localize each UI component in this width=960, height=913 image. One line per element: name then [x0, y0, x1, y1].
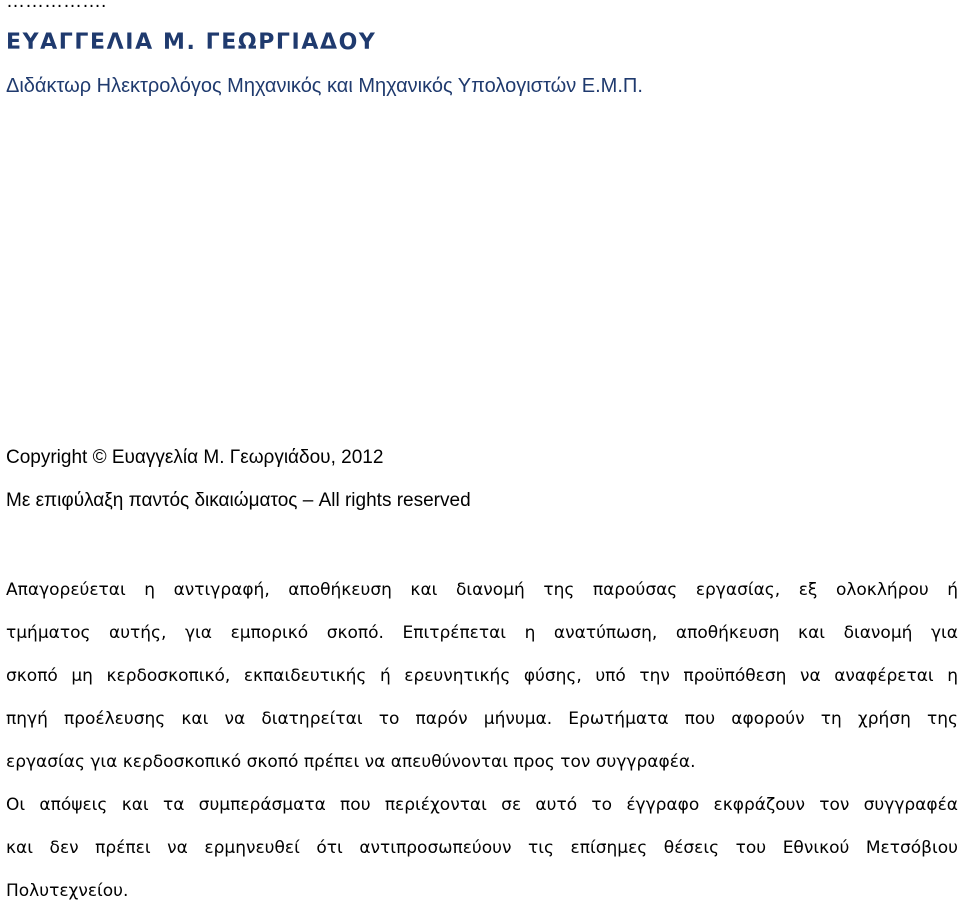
author-name: ΕΥΑΓΓΕΛΙΑ Μ. ΓΕΩΡΓΙΑΔΟΥ	[6, 30, 377, 55]
paragraph-line: Απαγορεύεται η αντιγραφή, αποθήκευση και διανομή της παρούσας εργασίας, εξ ολοκλήρου ή	[6, 580, 958, 600]
paragraph-line: Πολυτεχνείου.	[6, 881, 129, 901]
placeholder-dots: …………….	[6, 0, 107, 12]
paragraph-line: Οι απόψεις και τα συμπεράσματα που περιέχονται σε αυτό το έγγραφο εκφράζουν τον συγγραφέα	[6, 795, 958, 815]
author-degree: Διδάκτωρ Ηλεκτρολόγος Μηχανικός και Μηχανικός Υπολογιστών Ε.Μ.Π.	[6, 75, 643, 97]
paragraph-line: και δεν πρέπει να ερμηνευθεί ότι αντιπροσωπεύουν τις επίσημες θέσεις του Εθνικού Μετσόβιου	[6, 838, 958, 858]
copyright-line: Copyright © Ευαγγελία Μ. Γεωργιάδου, 2012	[6, 447, 384, 468]
paragraph-line: σκοπό μη κερδοσκοπικό, εκπαιδευτικής ή ερευνητικής φύσης, υπό την προϋπόθεση να αναφέρεται η	[6, 666, 958, 686]
usage-terms-paragraph	[6, 569, 958, 784]
copyright-notice	[6, 569, 958, 913]
paragraph-line: πηγή προέλευσης και να διατηρείται το παρόν μήνυμα. Ερωτήματα που αφορούν τη χρήση της	[6, 709, 958, 729]
paragraph-line: εργασίας για κερδοσκοπικό σκοπό πρέπει να απευθύνονται προς τον συγγραφέα.	[6, 752, 696, 772]
paragraph-line: τμήματος αυτής, για εμπορικό σκοπό. Επιτρέπεται η ανατύπωση, αποθήκευση και διανομή για	[6, 623, 958, 643]
rights-reserved-line: Με επιφύλαξη παντός δικαιώματος – All rights reserved	[6, 490, 471, 511]
